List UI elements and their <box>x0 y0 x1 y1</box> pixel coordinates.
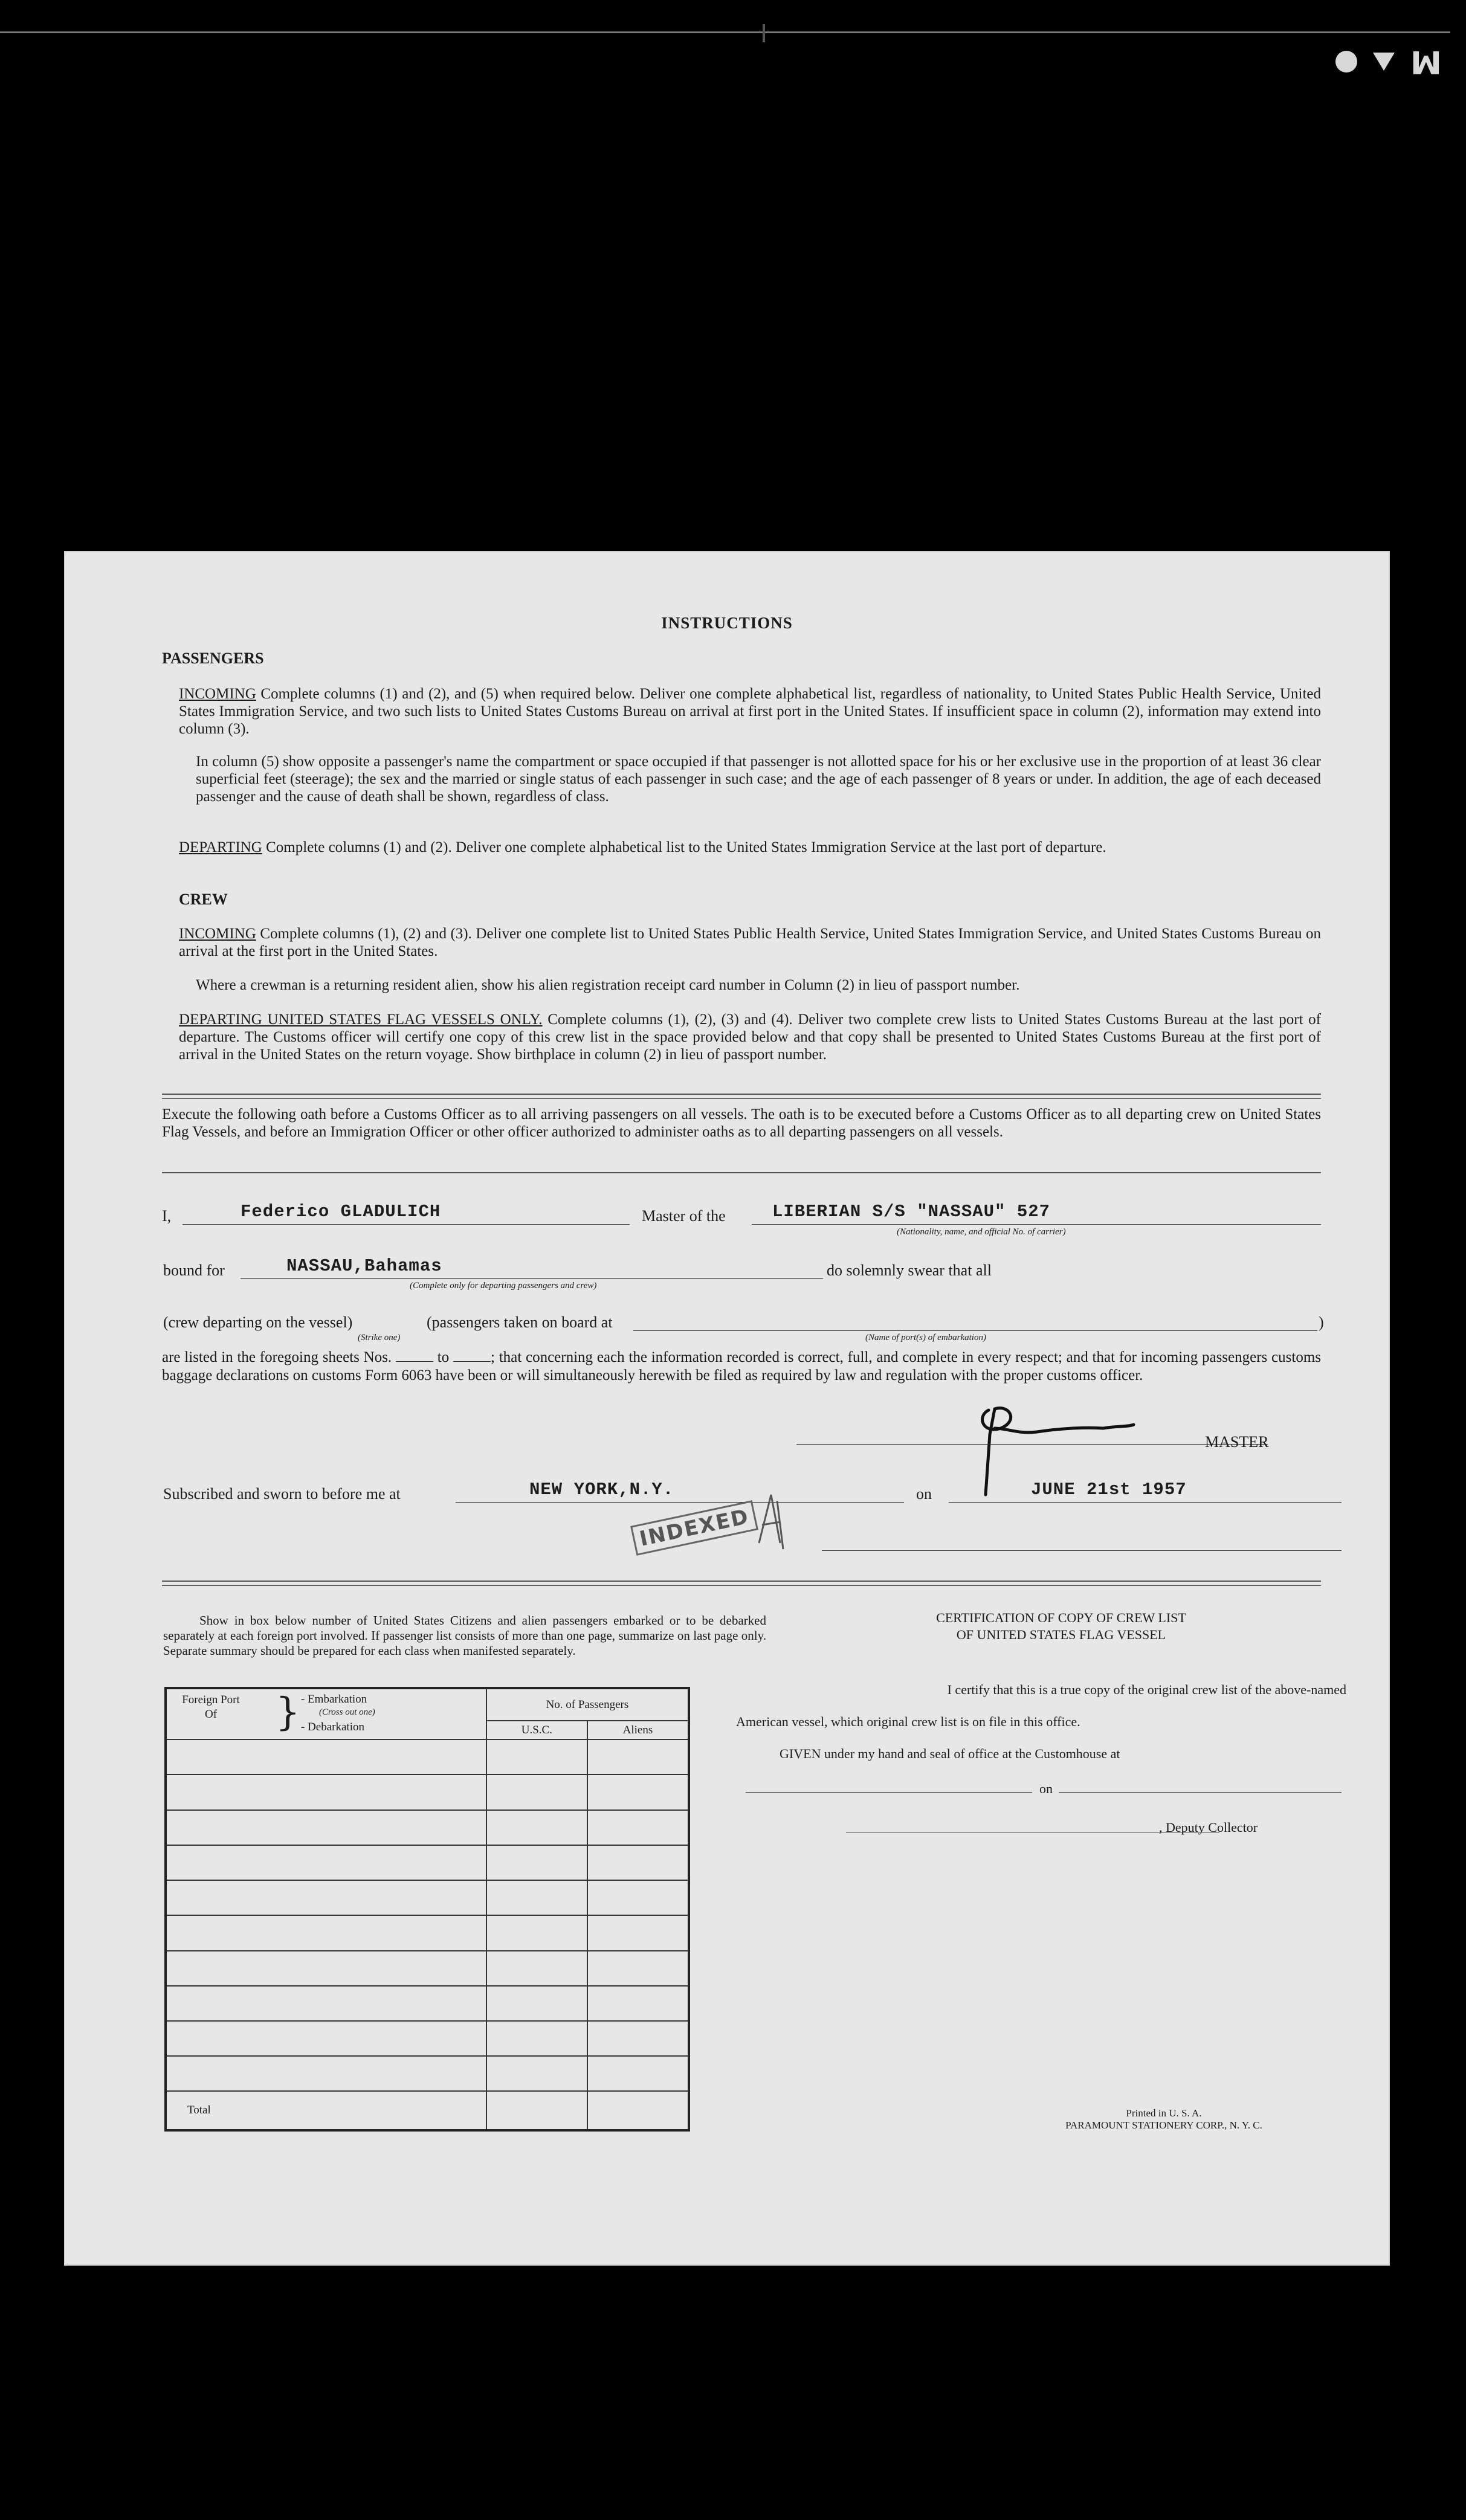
crew-departing-option: (crew departing on the vessel) <box>163 1313 353 1331</box>
table-row <box>166 1845 689 1880</box>
customhouse-line <box>746 1792 1032 1793</box>
destination-line <box>241 1278 823 1279</box>
scan-corner-marks <box>1335 44 1442 80</box>
crew-departing-label: DEPARTING UNITED STATES FLAG VESSELS ONLY. <box>179 1011 543 1028</box>
aliens-cell[interactable] <box>587 1845 689 1880</box>
bound-for-label: bound for <box>163 1262 225 1279</box>
passengers-incoming-label: INCOMING <box>179 686 256 702</box>
usc-cell[interactable] <box>486 1739 587 1774</box>
crew-incoming-paragraph <box>179 925 1321 960</box>
aliens-cell[interactable] <box>587 1810 689 1845</box>
aliens-cell[interactable] <box>587 1739 689 1774</box>
certification-title-line2: OF UNITED STATES FLAG VESSEL <box>956 1627 1166 1642</box>
port-cell[interactable] <box>166 2021 486 2056</box>
port-caption: (Name of port(s) of embarkation) <box>865 1333 986 1342</box>
port-cell[interactable] <box>166 1986 486 2021</box>
stamp-initials <box>747 1489 795 1555</box>
passengers-header: No. of Passengers <box>486 1688 689 1721</box>
table-row <box>166 1739 689 1774</box>
passengers-heading: PASSENGERS <box>162 649 264 667</box>
divider <box>162 1172 1321 1173</box>
port-header-label: Foreign Port Of <box>182 1693 240 1721</box>
crew-departing-text: Complete columns (1), (2), (3) and (4). Deliver two complete crew lists to United States Customs Bureau at the last port of departure. The Customs officer will certify one copy of this crew list in the space provided below and that copy shall be presented to United States Customs Bureau at the first port of arrival in the United States on the return voyage. Show birthplace in column (2) in lieu of passport number. <box>179 1011 1322 1063</box>
usc-cell[interactable] <box>486 1915 587 1950</box>
passengers-departing-paragraph <box>179 839 1321 856</box>
sworn-date: JUNE 21st 1957 <box>1031 1480 1187 1500</box>
usc-cell[interactable] <box>486 2056 587 2091</box>
swear-label: do solemnly swear that all <box>827 1262 992 1279</box>
certification-on-label: on <box>1039 1781 1053 1796</box>
crew-incoming-text: Complete columns (1), (2) and (3). Deliver one complete list to United States Public Health Service, United States Immigration Service, and United States Customs Bureau on arrival at the first port in the United States. <box>179 926 1321 959</box>
passengers-taken-option: (passengers taken on board at <box>427 1313 613 1331</box>
certification-text3: GIVEN under my hand and seal of office at the Customhouse at <box>780 1746 1120 1761</box>
passenger-summary-table <box>164 1687 690 2132</box>
table-row <box>166 1880 689 1915</box>
divider <box>162 1094 1321 1095</box>
aliens-cell[interactable] <box>587 1951 689 1986</box>
port-cell[interactable] <box>166 2056 486 2091</box>
indexed-stamp: INDEXED <box>630 1500 758 1556</box>
deputy-collector-label: , Deputy Collector <box>1159 1820 1258 1835</box>
table-row <box>166 1774 689 1809</box>
master-name-line <box>182 1224 630 1225</box>
aliens-cell[interactable] <box>587 2056 689 2091</box>
usc-cell[interactable] <box>486 1810 587 1845</box>
master-label: MASTER <box>1205 1433 1269 1451</box>
port-cell[interactable] <box>166 1845 486 1880</box>
aliens-cell[interactable] <box>587 2021 689 2056</box>
certification-date-line <box>1059 1792 1342 1793</box>
printer-line1: Printed in U. S. A. <box>1126 2107 1202 2119</box>
passengers-incoming-text: Complete columns (1) and (2), and (5) when required below. Deliver one complete alphabetical list, regardless of nationality, to United States Public Health Service, United States Immigration Service, and two such lists to United States Customs Bureau on arrival at first port in the United States. If insufficient space in column (2), information may extend into column (3). <box>179 686 1322 737</box>
date-line <box>949 1502 1342 1503</box>
sworn-place: NEW YORK,N.Y. <box>529 1480 674 1500</box>
divider <box>162 1581 1321 1582</box>
aliens-header: Aliens <box>587 1721 689 1739</box>
oath-instructions-paragraph: Execute the following oath before a Customs Officer as to all arriving passengers on all vessels. The oath is to be executed before a Customs Officer as to all departing crew on United States Flag Vessels, and before an Immigration Officer or other officer authorized to administer oaths as to all departing passengers on all vessels. <box>162 1106 1321 1140</box>
debarkation-label: - Debarkation <box>301 1721 364 1733</box>
aliens-cell[interactable] <box>587 1915 689 1950</box>
certification-text1: I certify that this is a true copy of the original crew list of the above-named <box>947 1682 1346 1697</box>
scan-top-tick <box>763 24 765 42</box>
port-cell[interactable] <box>166 1880 486 1915</box>
place-line <box>456 1502 904 1503</box>
port-cell[interactable] <box>166 1951 486 1986</box>
table-row <box>166 2056 689 2091</box>
aliens-cell[interactable] <box>587 1986 689 2021</box>
destination-caption: (Complete only for departing passengers and crew) <box>410 1281 597 1291</box>
passengers-departing-label: DEPARTING <box>179 839 262 856</box>
port-line <box>633 1330 1317 1331</box>
passengers-column5-paragraph: In column (5) show opposite a passenger's name the compartment or space occupied if that passenger is not allotted space for his or her exclusive use in the proportion of at least 36 clear superficial feet (steerage); the sex and the married or single status of each passenger in such case; and the age of each passenger of 8 years or under. In addition, the age of each deceased passenger and the cause of death shall be shown, regardless of class. <box>196 753 1321 805</box>
brace-icon: } <box>276 1690 300 1735</box>
usc-cell[interactable] <box>486 1986 587 2021</box>
usc-cell[interactable] <box>486 2021 587 2056</box>
subscribed-label: Subscribed and sworn to before me at <box>163 1485 401 1503</box>
vessel-line <box>752 1224 1321 1225</box>
certification-title <box>789 1610 1333 1643</box>
crew-resident-paragraph: Where a crewman is a returning resident alien, show his alien registration receipt card number in Column (2) in lieu of passport number. <box>196 977 1020 993</box>
usc-total-cell[interactable] <box>486 2091 587 2130</box>
corner-letter: M <box>1410 44 1442 80</box>
table-row <box>166 1915 689 1950</box>
aliens-total-cell[interactable] <box>587 2091 689 2130</box>
usc-cell[interactable] <box>486 1774 587 1809</box>
divider-thin <box>162 1098 1321 1099</box>
usc-cell[interactable] <box>486 1951 587 1986</box>
oath-i-label: I, <box>162 1207 172 1225</box>
to-label: to <box>437 1349 450 1365</box>
summary-instructions: Show in box below number of United States Citizens and alien passengers embarked or to be debarked separately at each foreign port involved. If passenger list consists of more than one page, summarize on last page only. Separate summary should be prepared for each class when manifested separately. <box>163 1613 766 1658</box>
circle-icon <box>1335 51 1357 73</box>
officer-signature-line <box>822 1550 1342 1551</box>
close-paren: ) <box>1319 1313 1324 1331</box>
document-page <box>64 551 1390 2266</box>
table-row <box>166 1951 689 1986</box>
vessel-name: LIBERIAN S/S "NASSAU" 527 <box>772 1202 1051 1222</box>
certification-text2: American vessel, which original crew list is on file in this office. <box>736 1714 1080 1729</box>
master-of-label: Master of the <box>642 1207 726 1225</box>
cross-out-label: (Cross out one) <box>319 1707 375 1717</box>
aliens-cell[interactable] <box>587 1880 689 1915</box>
printer-imprint <box>1007 2107 1321 2132</box>
table-row <box>166 1810 689 1845</box>
passengers-departing-text: Complete columns (1) and (2). Deliver one complete alphabetical list to the United States Immigration Service at the last port of departure. <box>266 839 1106 856</box>
destination: NASSAU,Bahamas <box>286 1256 442 1276</box>
master-signature-line <box>796 1444 1268 1445</box>
table-row <box>166 2021 689 2056</box>
total-row <box>166 2091 689 2130</box>
oath-paragraph <box>162 1349 1321 1385</box>
port-cell[interactable] <box>166 1739 486 1774</box>
instructions-title: INSTRUCTIONS <box>661 614 793 632</box>
embarkation-label: - Embarkation <box>301 1693 367 1706</box>
usc-cell[interactable] <box>486 1845 587 1880</box>
usc-cell[interactable] <box>486 1880 587 1915</box>
port-cell[interactable] <box>166 1810 486 1845</box>
triangle-down-icon <box>1373 53 1395 71</box>
crew-incoming-label: INCOMING <box>179 926 256 942</box>
certification-title-line1: CERTIFICATION OF COPY OF CREW LIST <box>936 1610 1186 1625</box>
listed-text-2: ; that concerning each the information recorded is correct, full, and complete in every respect; and that for incoming passengers customs baggage declarations on customs Form 6063 have been or will simultaneously herewith be filed as required by law and regulation with the proper customs officer. <box>162 1349 1322 1384</box>
table-row <box>166 1986 689 2021</box>
port-header-cell <box>166 1688 486 1739</box>
usc-header: U.S.C. <box>486 1721 587 1739</box>
printer-line2: PARAMOUNT STATIONERY CORP., N. Y. C. <box>1065 2119 1262 2131</box>
crew-heading: CREW <box>179 891 228 908</box>
on-label: on <box>916 1485 932 1503</box>
strike-caption: (Strike one) <box>358 1333 401 1342</box>
port-cell[interactable] <box>166 1915 486 1950</box>
aliens-cell[interactable] <box>587 1774 689 1809</box>
crew-departing-paragraph <box>179 1011 1321 1063</box>
passengers-incoming-paragraph <box>179 685 1321 738</box>
scan-top-line <box>0 31 1450 33</box>
master-name: Federico GLADULICH <box>241 1202 441 1222</box>
vessel-caption: (Nationality, name, and official No. of carrier) <box>897 1227 1066 1237</box>
listed-text-1: are listed in the foregoing sheets Nos. <box>162 1349 392 1365</box>
divider-thin <box>162 1585 1321 1586</box>
total-label: Total <box>166 2091 486 2130</box>
port-cell[interactable] <box>166 1774 486 1809</box>
